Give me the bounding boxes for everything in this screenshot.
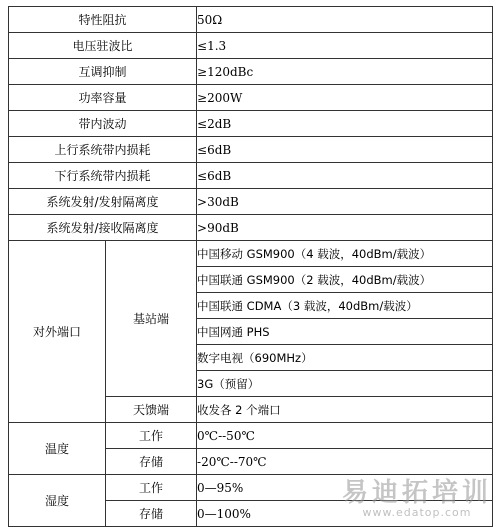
spec-sheet (8, 6, 492, 521)
table-row (9, 33, 493, 59)
table-row (9, 423, 493, 449)
table-row (9, 59, 493, 85)
port-value: 中国网通 PHS (197, 319, 493, 345)
param-name: 系统发射/接收隔离度 (9, 215, 197, 241)
temperature-value: 0℃--50℃ (197, 423, 493, 449)
watermark-url: www.edatop.com (362, 506, 472, 519)
port-value: 3G（预留） (197, 371, 493, 397)
temperature-sub-label: 存储 (106, 449, 197, 475)
humidity-sub-label: 工作 (106, 475, 197, 501)
humidity-label: 湿度 (9, 475, 106, 527)
base-station-label: 基站端 (106, 241, 197, 397)
param-value: >90dB (197, 215, 493, 241)
humidity-value: 0—95% (197, 475, 493, 501)
temperature-value: -20℃--70℃ (197, 449, 493, 475)
param-name: 互调抑制 (9, 59, 197, 85)
param-name: 下行系统带内损耗 (9, 163, 197, 189)
param-value: ≤1.3 (197, 33, 493, 59)
table-row (9, 163, 493, 189)
param-name: 上行系统带内损耗 (9, 137, 197, 163)
humidity-sub-label: 存储 (106, 501, 197, 527)
table-row (9, 241, 493, 267)
port-value: 数字电视（690MHz） (197, 345, 493, 371)
table-row (9, 189, 493, 215)
ports-group-label: 对外端口 (9, 241, 106, 423)
param-value: ≥120dBc (197, 59, 493, 85)
temperature-label: 温度 (9, 423, 106, 475)
antenna-value: 收发各 2 个端口 (197, 397, 493, 423)
param-value: ≤6dB (197, 163, 493, 189)
param-name: 系统发射/发射隔离度 (9, 189, 197, 215)
table-row (9, 137, 493, 163)
param-value: ≥200W (197, 85, 493, 111)
watermark-logo-text: 易迪拓培训 (341, 478, 492, 508)
table-row (9, 7, 493, 33)
port-value: 中国移动 GSM900（4 载波，40dBm/载波） (197, 241, 493, 267)
param-name: 功率容量 (9, 85, 197, 111)
param-value: 50Ω (197, 7, 493, 33)
port-value: 中国联通 CDMA（3 载波，40dBm/载波） (197, 293, 493, 319)
antenna-label: 天馈端 (106, 397, 197, 423)
spec-table (8, 6, 493, 527)
param-name: 特性阻抗 (9, 7, 197, 33)
param-name: 电压驻波比 (9, 33, 197, 59)
table-row (9, 85, 493, 111)
temperature-sub-label: 工作 (106, 423, 197, 449)
param-value: ≤2dB (197, 111, 493, 137)
humidity-value: 0—100% (197, 501, 493, 527)
param-value: ≤6dB (197, 137, 493, 163)
table-row (9, 475, 493, 501)
param-value: >30dB (197, 189, 493, 215)
table-row (9, 111, 493, 137)
table-row (9, 215, 493, 241)
port-value: 中国联通 GSM900（2 载波，40dBm/载波） (197, 267, 493, 293)
param-name: 带内波动 (9, 111, 197, 137)
